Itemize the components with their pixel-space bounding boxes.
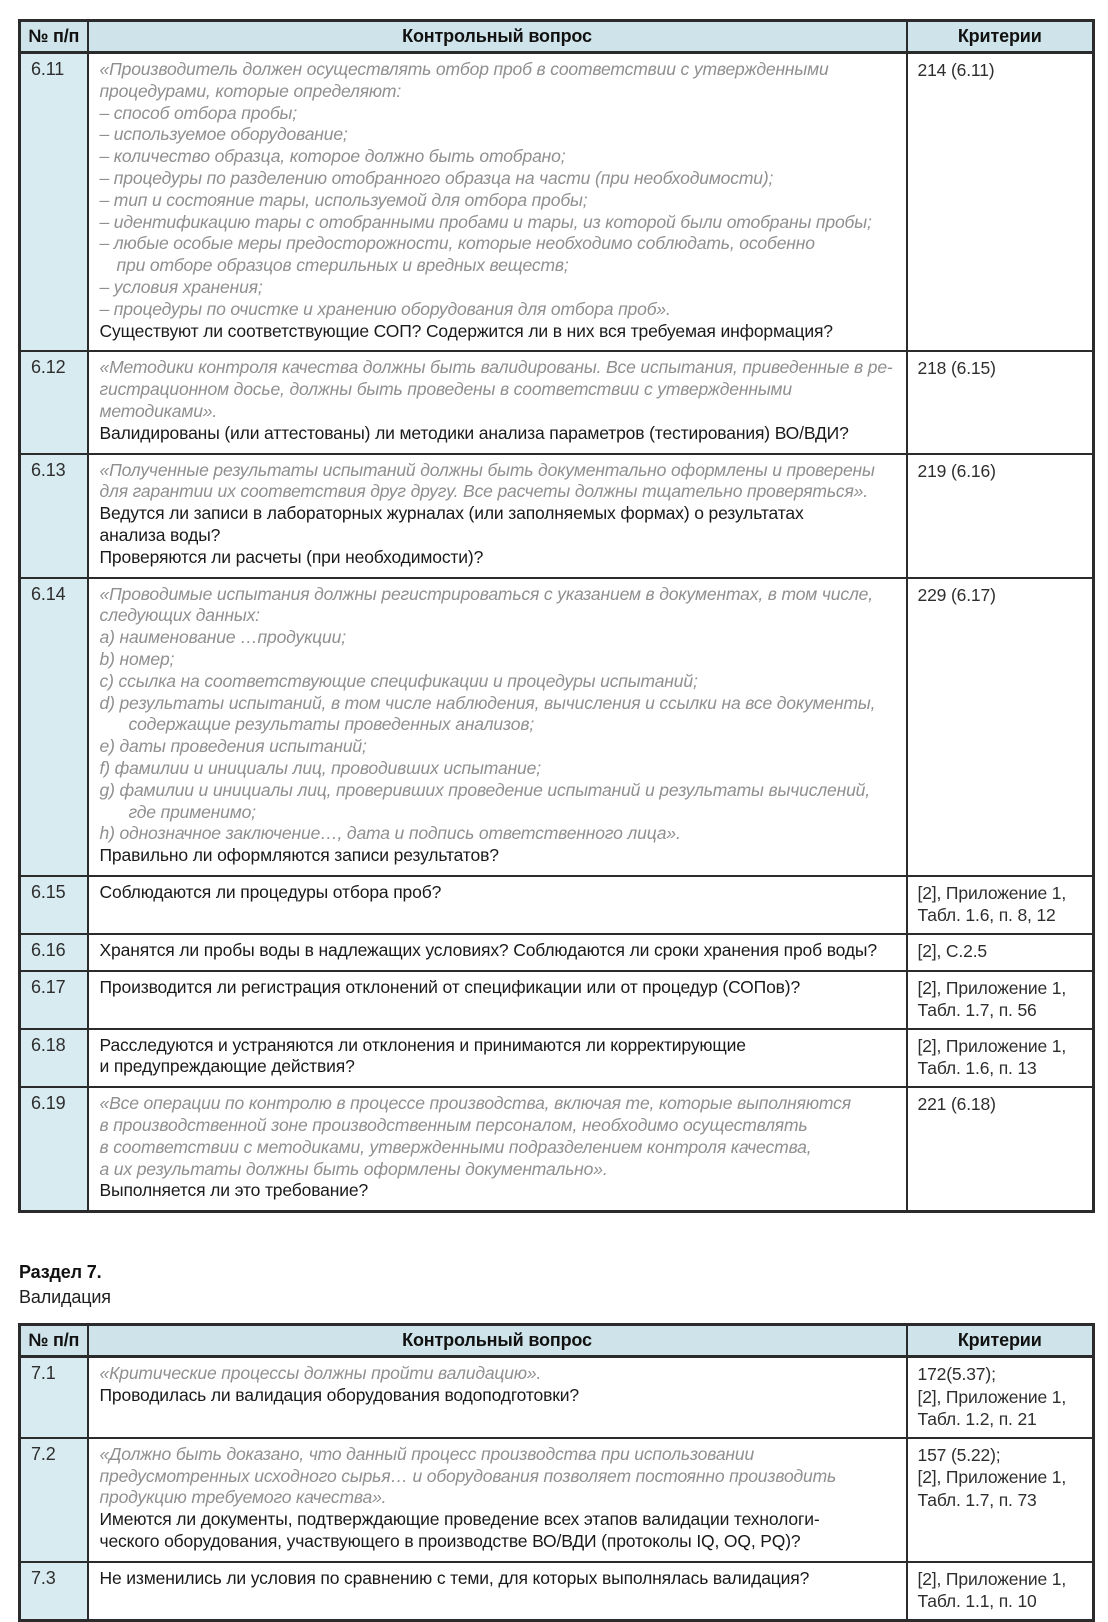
question-line: g) фамилии и инициалы лиц, проверивших проведение испытаний и результаты вычислений, (99, 779, 870, 800)
question-line: в производственной зоне производственным персоналом, необходимо осуществлять (99, 1115, 808, 1136)
question-line: продукцию требуемого качества». (99, 1487, 387, 1508)
checklist-table-section7 (18, 1323, 1095, 1621)
criteria-line: [2], С.2.5 (917, 940, 988, 961)
question-line: анализа воды? (99, 524, 221, 545)
criteria-line: Табл. 1.1, п. 10 (917, 1591, 1037, 1612)
question-line: ческого оборудования, участвующего в производстве ВО/ВДИ (протоколы IQ, OQ, PQ)? (99, 1530, 801, 1551)
row-number: 6.19 (20, 1087, 88, 1211)
table-row (20, 971, 1094, 1029)
question-cell (88, 934, 907, 971)
question-line: «Проводимые испытания должны регистрироваться с указанием в документах, в том числе, (99, 583, 873, 604)
question-line: – идентификацию тары с отобранными пробами и тары, из которой были отобраны пробы; (99, 211, 872, 232)
criteria-cell (907, 1357, 1094, 1438)
question-line: где применимо; (128, 801, 256, 822)
question-line: Валидированы (или аттестованы) ли методики анализа параметров (тестирования) ВО/ВДИ? (99, 422, 849, 443)
question-line: «Критические процессы должны пройти валидацию». (99, 1363, 542, 1384)
table-row (20, 454, 1094, 578)
question-line: c) ссылка на соответствующие спецификации и процедуры испытаний; (99, 670, 698, 691)
criteria-line: 214 (6.11) (917, 60, 995, 80)
table-header-row (20, 21, 1094, 53)
question-line: Хранятся ли пробы воды в надлежащих условиях? Соблюдаются ли сроки хранения проб воды? (99, 939, 877, 960)
question-line: «Все операции по контролю в процессе производства, включая те, которые выполняются (99, 1093, 851, 1114)
question-line: e) даты проведения испытаний; (99, 736, 367, 757)
document-page (18, 19, 1092, 1622)
checklist-table-section6 (18, 19, 1095, 1213)
table-body-section6 (20, 53, 1094, 1212)
section7-label: Раздел 7. (19, 1262, 102, 1283)
criteria-line: 157 (5.22); (917, 1444, 1001, 1465)
question-cell (88, 876, 907, 934)
question-line: a) наименование …продукции; (99, 627, 346, 648)
criteria-line: [2], Приложение 1, (917, 1568, 1067, 1589)
criteria-line: 221 (6.18) (917, 1094, 996, 1115)
question-line: – способ отбора пробы; (99, 102, 297, 123)
table-row (20, 578, 1094, 876)
question-line: h) однозначное заключение…, дата и подпись ответственного лица». (99, 823, 681, 844)
question-cell (88, 351, 907, 453)
question-cell (88, 971, 907, 1029)
criteria-line: [2], Приложение 1, (917, 882, 1067, 903)
question-cell (88, 53, 907, 352)
question-line: b) номер; (99, 648, 175, 669)
question-cell (88, 1438, 907, 1562)
question-line: процедурами, которые определяют: (99, 80, 402, 101)
row-number: 6.12 (20, 351, 88, 453)
question-line: «Должно быть доказано, что данный процесс производства при использовании (99, 1443, 755, 1464)
criteria-cell (907, 876, 1094, 934)
question-line: содержащие результаты проведенных анализов; (128, 714, 535, 735)
criteria-cell (907, 1087, 1094, 1211)
criteria-line: [2], Приложение 1, (917, 1467, 1067, 1488)
criteria-cell (907, 578, 1094, 876)
question-line: Не изменились ли условия по сравнению с теми, для которых выполнялась валидация? (99, 1567, 810, 1588)
question-line: «Полученные результаты испытаний должны быть документально оформлены и проверены (99, 459, 875, 480)
question-line: – количество образца, которое должно быть отобрано; (99, 146, 566, 167)
question-line: Проводилась ли валидация оборудования водоподготовки? (99, 1385, 579, 1406)
criteria-line: Табл. 1.2, п. 21 (917, 1409, 1037, 1430)
question-line: «Производитель должен осуществлять отбор проб в соответствии с утвержденными (99, 59, 829, 79)
table-body-section7 (20, 1357, 1094, 1620)
row-number: 7.1 (20, 1357, 88, 1438)
question-line: следующих данных: (99, 605, 260, 626)
question-line: гистрационном досье, должны быть проведены в соответствии с утвержденными методиками». (99, 379, 792, 421)
column-header-question: Контрольный вопрос (88, 21, 907, 53)
table-row (20, 876, 1094, 934)
question-cell (88, 1357, 907, 1438)
criteria-line: [2], Приложение 1, (917, 977, 1067, 998)
question-line: – процедуры по разделению отобранного образца на части (при необходимости); (99, 167, 774, 188)
criteria-cell (907, 1438, 1094, 1562)
question-line: Ведутся ли записи в лабораторных журналах (или заполняемых формах) о результатах (99, 503, 804, 524)
table-row (20, 1357, 1094, 1438)
question-cell (88, 454, 907, 578)
table-row (20, 934, 1094, 971)
column-header-criteria: Критерии (907, 21, 1094, 53)
table-row (20, 1438, 1094, 1562)
question-line: при отборе образцов стерильных и вредных веществ; (116, 255, 569, 276)
criteria-cell (907, 971, 1094, 1029)
question-line: d) результаты испытаний, в том числе наблюдения, вычисления и ссылки на все документы, (99, 692, 876, 713)
table-row (20, 351, 1094, 453)
question-line: в соответствии с методиками, утвержденными подразделением контроля качества, (99, 1136, 812, 1157)
row-number: 6.13 (20, 454, 88, 578)
question-line: Расследуются и устраняются ли отклонения и принимаются ли корректирующие (99, 1034, 746, 1055)
criteria-cell (907, 934, 1094, 971)
question-cell (88, 1029, 907, 1088)
criteria-line: [2], Приложение 1, (917, 1386, 1067, 1407)
question-line: «Методики контроля качества должны быть валидированы. Все испытания, приведенные в ре- (99, 357, 893, 378)
section7-title: Валидация (19, 1287, 111, 1308)
criteria-cell (907, 1029, 1094, 1088)
criteria-line: Табл. 1.7, п. 73 (917, 1489, 1037, 1510)
criteria-cell (907, 1562, 1094, 1621)
row-number: 6.17 (20, 971, 88, 1029)
question-line: – тип и состояние тары, используемой для отбора пробы; (99, 189, 588, 210)
row-number: 6.14 (20, 578, 88, 876)
question-line: Соблюдаются ли процедуры отбора проб? (99, 881, 442, 902)
question-line: Имеются ли документы, подтверждающие проведение всех этапов валидации технологи- (99, 1509, 820, 1530)
table-header-row-6 (20, 21, 1094, 53)
criteria-line: 172(5.37); (917, 1364, 996, 1385)
table-header-row (20, 1325, 1094, 1357)
criteria-line: [2], Приложение 1, (917, 1035, 1067, 1056)
criteria-line: Табл. 1.6, п. 8, 12 (917, 905, 1056, 926)
row-number: 6.18 (20, 1029, 88, 1088)
criteria-line: Табл. 1.7, п. 56 (917, 1000, 1037, 1021)
row-number: 6.16 (20, 934, 88, 971)
question-line: – процедуры по очистке и хранению оборудования для отбора проб». (99, 298, 671, 319)
row-number: 7.3 (20, 1562, 88, 1621)
criteria-line: 229 (6.17) (917, 584, 996, 605)
question-line: – условия хранения; (99, 276, 263, 297)
question-line: предусмотренных исходного сырья… и оборудования позволяет постоянно производить (99, 1465, 837, 1486)
table-row (20, 1029, 1094, 1088)
criteria-line: Табл. 1.6, п. 13 (917, 1058, 1037, 1079)
criteria-cell (907, 454, 1094, 578)
question-cell (88, 1562, 907, 1621)
column-header-number: № п/п (20, 21, 88, 53)
question-line: Проверяются ли расчеты (при необходимости)? (99, 546, 484, 567)
table-row (20, 53, 1094, 352)
question-line: и предупреждающие действия? (99, 1056, 355, 1077)
criteria-cell (907, 53, 1094, 352)
row-number: 7.2 (20, 1438, 88, 1562)
section7-heading (19, 1260, 1092, 1310)
question-line: – любые особые меры предосторожности, которые необходимо соблюдать, особенно (99, 233, 815, 254)
question-line: – используемое оборудование; (99, 124, 348, 145)
question-cell (88, 578, 907, 876)
row-number: 6.11 (20, 53, 88, 352)
question-line: Производится ли регистрация отклонений от спецификации или от процедур (СОПов)? (99, 976, 801, 997)
question-line: Существуют ли соответствующие СОП? Содержится ли в них вся требуемая информация? (99, 320, 833, 341)
question-cell (88, 1087, 907, 1211)
criteria-line: 218 (6.15) (917, 358, 996, 379)
column-header-question: Контрольный вопрос (88, 1325, 907, 1357)
table-header-row-7 (20, 1325, 1094, 1357)
row-number: 6.15 (20, 876, 88, 934)
question-line: f) фамилии и инициалы лиц, проводивших испытание; (99, 757, 541, 778)
table-row (20, 1562, 1094, 1621)
question-line: Правильно ли оформляются записи результатов? (99, 845, 499, 866)
column-header-number: № п/п (20, 1325, 88, 1357)
question-line: Выполняется ли это требование? (99, 1180, 369, 1201)
criteria-line: 219 (6.16) (917, 460, 996, 481)
question-line: для гарантии их соответствия друг другу. Все расчеты должны тщательно проверяться». (99, 481, 868, 502)
table-row (20, 1087, 1094, 1211)
column-header-criteria: Критерии (907, 1325, 1094, 1357)
question-line: а их результаты должны быть оформлены документально». (99, 1158, 608, 1179)
criteria-cell (907, 351, 1094, 453)
